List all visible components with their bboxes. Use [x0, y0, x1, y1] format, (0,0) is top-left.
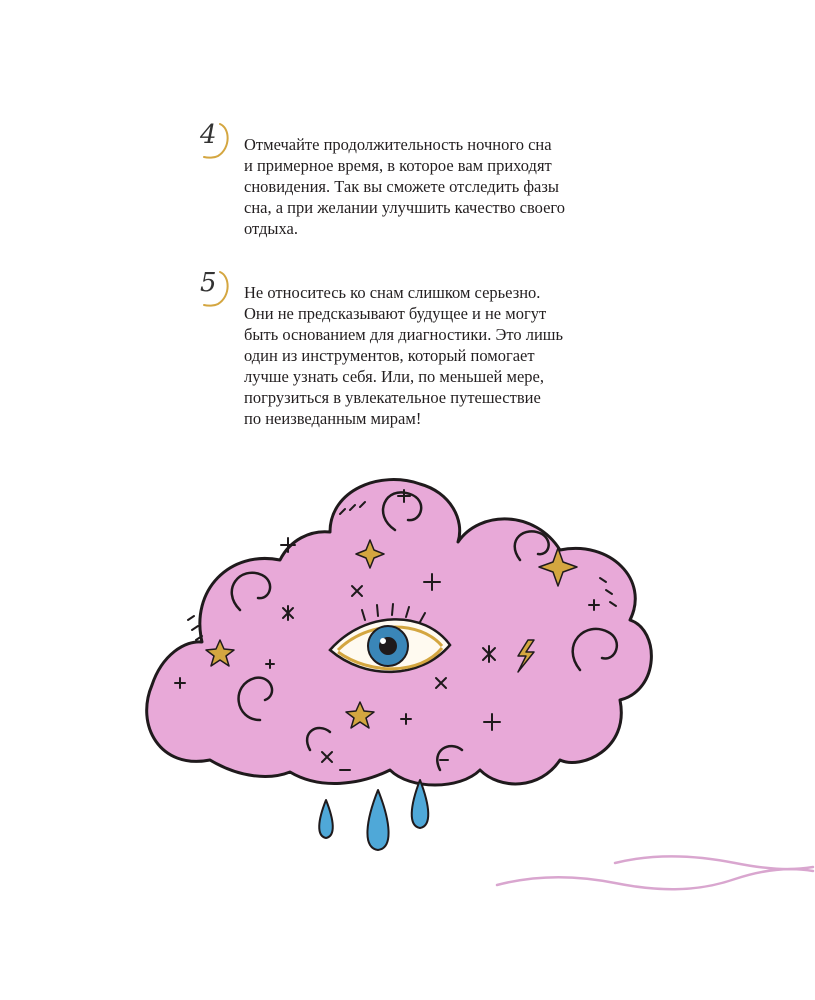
tip-number-badge — [196, 118, 236, 162]
gold-arc-icon — [196, 266, 236, 310]
gold-arc-icon — [196, 118, 236, 162]
raindrop-icon — [319, 780, 428, 850]
dream-cloud-illustration — [140, 470, 660, 870]
tip-number-badge — [196, 266, 236, 310]
tip-text: Отмечайте продолжительность ночного сна и примерное время, в которое вам приходят сновидения. Так вы сможете отследить фазы сна, а при желании улучшить качество своего отдыха. — [244, 135, 566, 238]
tip-number: 5 — [200, 268, 217, 298]
tip-number: 4 — [200, 120, 217, 150]
wave-line-icon — [495, 845, 815, 905]
tip-text: Не относитесь ко снам слишком серьезно. Они не предсказывают будущее и не могут быть основанием для диагностики. Это лишь один из инструментов, который помогает лучше узнать себя. Или, по меньшей мере, погрузиться в увлекательное путешествие по неизведанным мирам! — [244, 283, 564, 428]
